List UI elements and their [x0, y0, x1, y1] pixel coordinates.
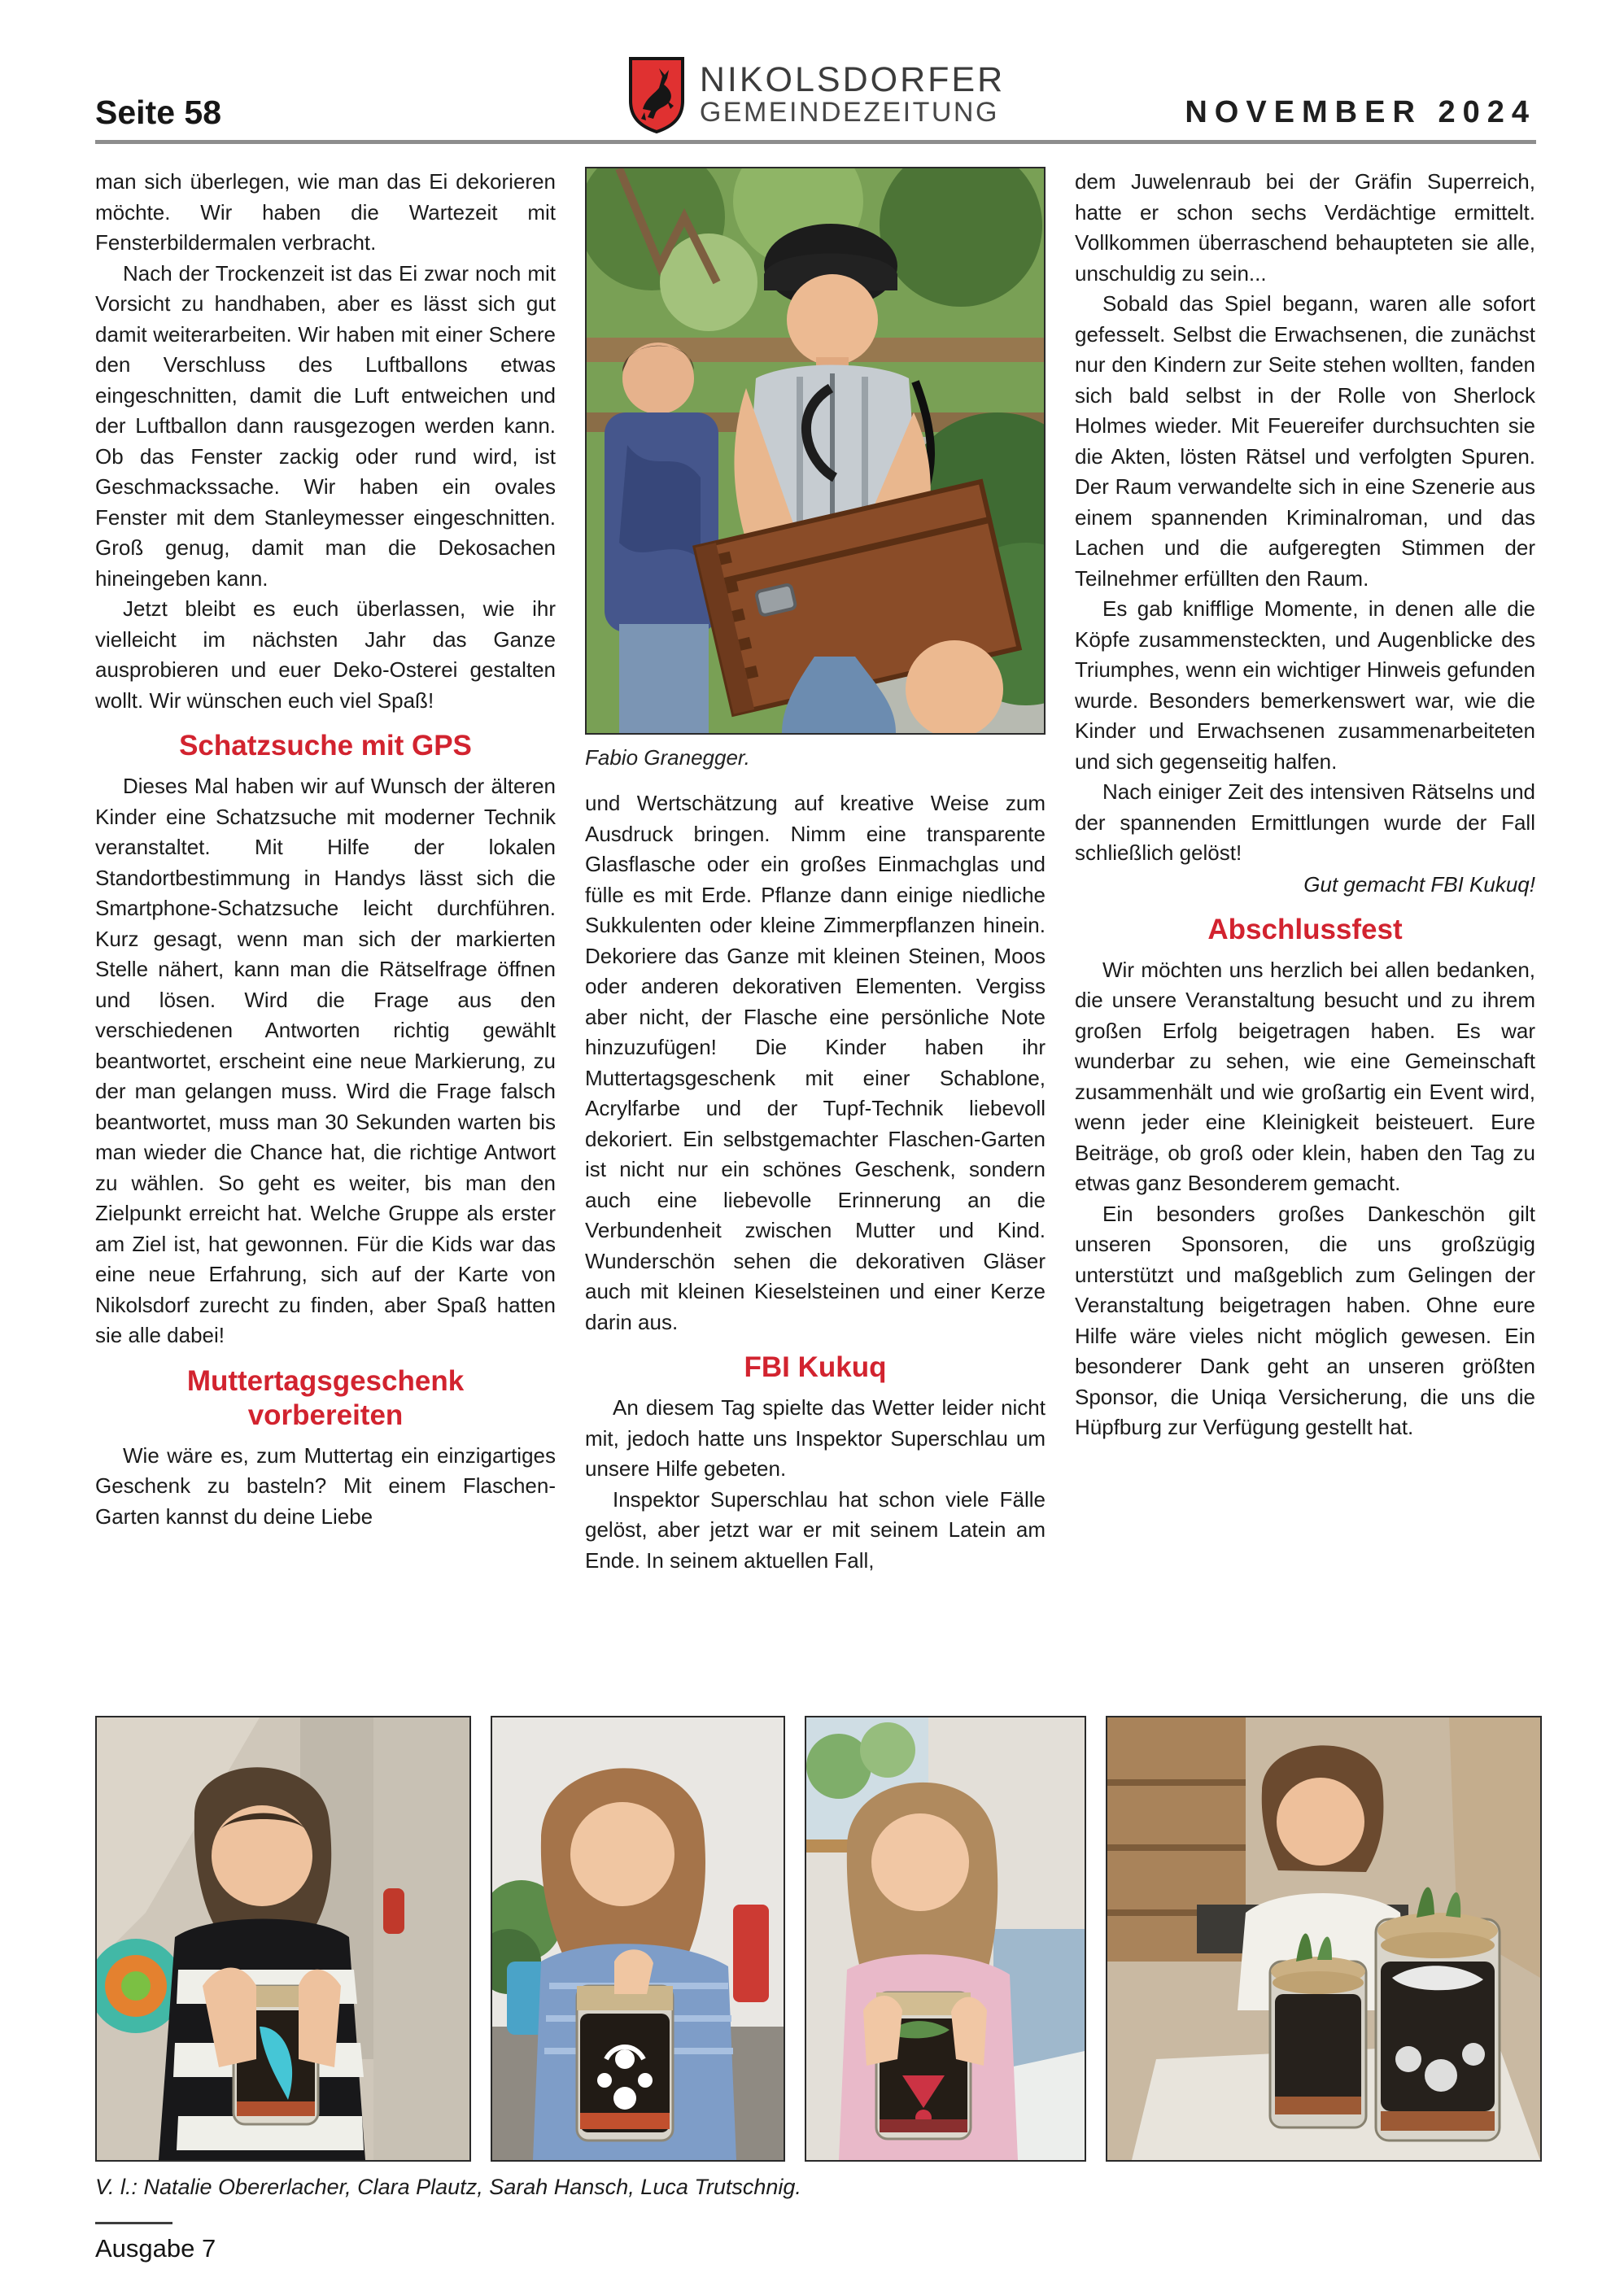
photo-clara-plautz	[491, 1716, 785, 2162]
page-footer	[95, 2222, 1536, 2263]
photo-caption-fabio: Fabio Granegger.	[585, 745, 750, 770]
paragraph: Jetzt bleibt es euch überlassen, wie ihr vielleicht im nächsten Jahr das Ganze ausprobieren und euer Deko-Osterei gestalten wollt. Wir wünschen euch viel Spaß!	[95, 596, 556, 713]
bottom-photo-caption: V. l.: Natalie Obererlacher, Clara Plautz, Sarah Hansch, Luca Trutschnig.	[95, 2175, 801, 2199]
paragraph: Ein besonders großes Dankeschön gilt unseren Sponsoren, die uns großzügig unterstützt und maßgeblich zum Gelingen der Veranstaltung beigetragen haben. Ohne eure Hilfe wäre vieles nicht möglich gewesen. Ein besonderer Dank geht an unseren größten Sponsor, die Uniqa Versicherung, die uns die Hüpfburg zur Verfügung gestellt hat.	[1075, 1201, 1535, 1439]
section-heading-schatzsuche: Schatzsuche mit GPS	[179, 730, 472, 762]
paragraph: Nach der Trockenzeit ist das Ei zwar noch mit Vorsicht zu handhaben, aber es lässt sich gut damit weiterarbeiten. Wir haben mit einer Schere den Verschluss des Luftballons etwas eingeschnitten, damit die Luft entweichen und der Luftballon dann rausgezogen werden kann. Ob das Fenster zackig oder rund wird, ist Geschmackssache. Wir haben ein ovales Fenster mit dem Stanleymesser eingeschnitten. Groß genug, damit man die Dekosachen hineingeben kann.	[95, 260, 556, 591]
column-1	[95, 167, 556, 1693]
masthead-title	[699, 59, 1006, 128]
section-heading-muttertagsgeschenk: Muttertagsgeschenk	[186, 1364, 465, 1397]
paragraph: man sich überlegen, wie man das Ei dekorieren möchte. Wir haben die Wartezeit mit Fensterbildermalen verbracht.	[95, 169, 556, 255]
photo-boy-with-wooden-box	[585, 167, 1046, 735]
photo-fabio-figure	[585, 167, 1046, 770]
bottom-photo-row	[95, 1716, 1536, 2162]
paragraph: Dieses Mal haben wir auf Wunsch der älteren Kinder eine Schatzsuche mit moderner Technik veranstaltet. Mit Hilfe der lokalen Standortbestimmung in Handys lässt sich die Smartphone-Schatzsuche leicht durchführen. Kurz gesagt, wenn man sich der markierten Stelle nähert, kann man die Rätselfrage öffnen und lösen. Wird die Frage aus den verschiedenen Antworten richtig gewählt beantwortet, erscheint eine neue Markierung, zu der man gelangen muss. Wird die Frage falsch beantwortet, muss man 30 Sekunden warten bis man wieder die Chance hat, die richtige Antwort zu wählen. So geht es weiter, bis man den Zielpunkt erreicht hat. Welche Gruppe als erster am Ziel ist, hat gewonnen. Für die Kids war das eine neue Erfahrung, sich auf der Karte von Nikolsdorf zurecht zu finden, aber Spaß hatten sie alle dabei!	[95, 774, 556, 1347]
paragraph: Nach einiger Zeit des intensiven Rätselns und der spannenden Ermittlungen wurde der Fall schließlich gelöst!	[1075, 779, 1535, 865]
section-heading-fbi-kukuq: FBI Kukuq	[744, 1351, 887, 1383]
photo-natalie-obererlacher	[95, 1716, 471, 2162]
masthead	[626, 55, 1005, 140]
masthead-line1: NIKOLSDORFER	[699, 59, 1006, 99]
paragraph: Wie wäre es, zum Muttertag ein einzigartiges Geschenk zu basteln? Mit einem Flaschen-Garten kannst du deine Liebe	[95, 1442, 556, 1529]
issue-date-label: NOVEMBER 2024	[1185, 95, 1536, 129]
paragraph: Wir möchten uns herzlich bei allen bedanken, die unsere Veranstaltung besucht und zu ihrem großen Erfolg beigetragen haben. Es war wunderbar zu sehen, wie eine Gemeinschaft zusammenhält und wie großartig ein Event wird, wenn jeder eine Kleinigkeit beisteuert. Eure Beiträge, ob groß oder klein, haben den Tag zu etwas ganz Besonderem gemacht.	[1075, 957, 1535, 1195]
paragraph: An diesem Tag spielte das Wetter leider nicht mit, jedoch hatte uns Inspektor Superschlau um unsere Hilfe gebeten.	[585, 1395, 1046, 1481]
footer-rule	[95, 2222, 172, 2224]
column-3	[1075, 167, 1535, 1693]
issue-number-label: Ausgabe 7	[95, 2234, 216, 2263]
header-rule	[95, 140, 1536, 144]
page-number-label: Seite 58	[95, 94, 221, 131]
masthead-line2: GEMEINDEZEITUNG	[699, 96, 999, 128]
photo-sarah-hansch	[805, 1716, 1086, 2162]
section-heading-abschlussfest: Abschlussfest	[1207, 913, 1403, 945]
paragraph: Sobald das Spiel begann, waren alle sofort gefesselt. Selbst die Erwachsenen, die zunächst nur den Kindern zur Seite stehen wollten, fanden sich bald selbst in der Rolle von Sherlock Holmes wieder. Mit Feuereifer durchsuchten sie die Akten, lösten Rätsel und verfolgten Spuren. Der Raum verwandelte sich in eine Szenerie aus einem spannenden Kriminalroman, und das Lachen und die aufgeregten Stimmen der Teilnehmer erfüllten den Raum.	[1075, 291, 1535, 591]
paragraph: Es gab knifflige Momente, in denen alle die Köpfe zusammensteckten, und Augenblicke des Triumphes, wenn ein wichtiger Hinweis gefunden wurde. Besonders bemerkenswert war, wie die Kinder und Erwachsenen zusammenarbeiteten und sich gegenseitig halfen.	[1075, 596, 1535, 774]
paragraph: und Wertschätzung auf kreative Weise zum Ausdruck bringen. Nimm eine transparente Glasflasche oder ein großes Einmachglas und fülle es mit Erde. Pflanze dann einige niedliche Sukkulenten oder kleine Zimmerpflanzen hinein. Dekoriere das Ganze mit kleinen Steinen, Moos oder anderen dekorativen Elementen. Vergiss aber nicht, der Flasche eine persönliche Note hinzuzufügen! Die Kinder haben ihr Muttertagsgeschenk mit einer Schablone, Acrylfarbe und der Tupf-Technik liebevoll dekoriert. Ein selbstgemachter Flaschen-Garten ist nicht nur ein schönes Geschenk, sondern auch eine liebevolle Erinnerung an die Verbundenheit zwischen Mutter und Kind. Wunderschön sehen die dekorativen Gläser auch mit kleinen Kieselsteinen und einer Kerze darin aus.	[585, 791, 1046, 1334]
page-header	[95, 0, 1536, 140]
photo-luca-trutschnig	[1106, 1716, 1542, 2162]
paragraph: dem Juwelenraub bei der Gräfin Superreich, hatte er schon sechs Verdächtige ermittelt. Vollkommen überraschend behaupteten sie alle, unschuldig zu sein...	[1075, 169, 1535, 286]
section-heading-vorbereiten: vorbereiten	[247, 1399, 404, 1431]
column-2	[585, 167, 1046, 1693]
municipal-crest-icon	[626, 55, 687, 133]
signoff-line: Gut gemacht FBI Kukuq!	[1303, 871, 1535, 897]
article-columns	[95, 167, 1536, 1693]
paragraph: Inspektor Superschlau hat schon viele Fälle gelöst, aber jetzt war er mit seinem Latein am Ende. In seinem aktuellen Fall,	[585, 1486, 1046, 1573]
